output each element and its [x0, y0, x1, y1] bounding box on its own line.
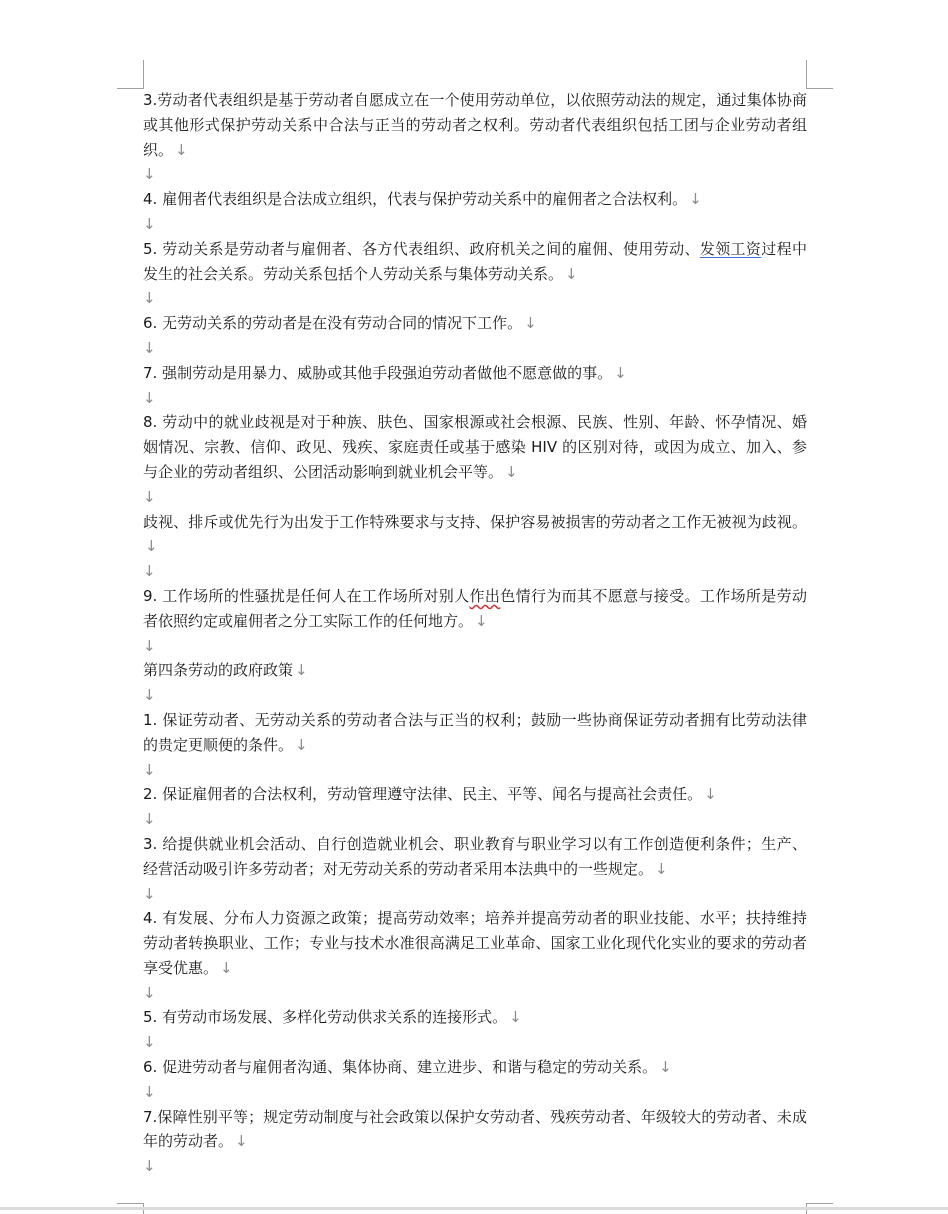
- spelling-underlined-text: 作出: [469, 586, 501, 605]
- empty-paragraph[interactable]: ↓: [143, 289, 156, 308]
- paragraph[interactable]: 2. 保证雇佣者的合法权利，劳动管理遵守法律、民主、平等、闻名与提高社会责任。 ↓: [143, 785, 717, 804]
- paragraph[interactable]: 9. 工作场所的性骚扰是任何人在工作场所对别人作出色情行为而其不愿意与接受。工作场所是劳动者依照约定或雇佣者之分工实际工作的任何地方。 ↓: [143, 586, 807, 630]
- paragraph[interactable]: 5. 劳动关系是劳动者与雇佣者、各方代表组织、政府机关之间的雇佣、使用劳动、发领工资过程中发生的社会关系。劳动关系包括个人劳动关系与集体劳动关系。 ↓: [143, 239, 807, 283]
- paragraph[interactable]: 6. 无劳动关系的劳动者是在没有劳动合同的情况下工作。 ↓: [143, 314, 537, 333]
- crop-mark-top-right: [806, 60, 833, 89]
- paragraph[interactable]: 8. 劳动中的就业歧视是对于种族、肤色、国家根源或社会根源、民族、性别、年龄、怀孕情况、婚姻情况、宗教、信仰、政见、残疾、家庭责任或基于感染 HIV 的区别对待，或因为成立、加入、参与企业的劳动者组织、公团活动影响到就业机会平等。 ↓: [143, 413, 807, 481]
- empty-paragraph[interactable]: ↓: [143, 487, 156, 506]
- empty-paragraph[interactable]: ↓: [143, 686, 156, 705]
- empty-paragraph[interactable]: ↓: [143, 388, 156, 407]
- empty-paragraph[interactable]: ↓: [143, 1082, 156, 1101]
- paragraph[interactable]: 4. 雇佣者代表组织是合法成立组织，代表与保护劳动关系中的雇佣者之合法权利。 ↓: [143, 190, 702, 209]
- empty-paragraph[interactable]: ↓: [143, 884, 156, 903]
- grammar-underlined-text: 发领工资: [699, 239, 762, 258]
- empty-paragraph[interactable]: ↓: [143, 760, 156, 779]
- empty-paragraph[interactable]: ↓: [143, 165, 156, 184]
- paragraph[interactable]: 歧视、排斥或优先行为出发于工作特殊要求与支持、保护容易被损害的劳动者之工作无被视为歧视。↓: [143, 512, 807, 556]
- empty-paragraph[interactable]: ↓: [143, 1157, 156, 1176]
- empty-paragraph[interactable]: ↓: [143, 1033, 156, 1052]
- empty-paragraph[interactable]: ↓: [143, 636, 156, 655]
- paragraph[interactable]: 7. 强制劳动是用暴力、威胁或其他手段强迫劳动者做他不愿意做的事。 ↓: [143, 363, 627, 382]
- document-body[interactable]: [143, 88, 807, 1179]
- paragraph[interactable]: 3. 给提供就业机会活动、自行创造就业机会、职业教育与职业学习以有工作创造便利条件；生产、经营活动吸引许多劳动者；对无劳动关系的劳动者采用本法典中的一些规定。 ↓: [143, 834, 807, 878]
- empty-paragraph[interactable]: ↓: [143, 214, 156, 233]
- paragraph[interactable]: 5. 有劳动市场发展、多样化劳动供求关系的连接形式。 ↓: [143, 1008, 522, 1027]
- empty-paragraph[interactable]: ↓: [143, 562, 156, 581]
- paragraph[interactable]: 7.保障性别平等；规定劳动制度与社会政策以保护女劳动者、残疾劳动者、年级较大的劳动者、未成年的劳动者。 ↓: [143, 1107, 807, 1151]
- empty-paragraph[interactable]: ↓: [143, 338, 156, 357]
- section-heading[interactable]: 第四条劳动的政府政策 ↓: [143, 661, 308, 680]
- empty-paragraph[interactable]: ↓: [143, 983, 156, 1002]
- paragraph[interactable]: 6. 促进劳动者与雇佣者沟通、集体协商、建立进步、和谐与稳定的劳动关系。 ↓: [143, 1058, 672, 1077]
- empty-paragraph[interactable]: ↓: [143, 810, 156, 829]
- paragraph[interactable]: 1. 保证劳动者、无劳动关系的劳动者合法与正当的权利；鼓励一些协商保证劳动者拥有比劳动法律的贵定更顺便的条件。 ↓: [143, 710, 807, 754]
- paragraph[interactable]: 3.劳动者代表组织是基于劳动者自愿成立在一个使用劳动单位，以依照劳动法的规定，通过集体协商或其他形式保护劳动关系中合法与正当的劳动者之权利。劳动者代表组织包括工团与企业劳动者组织。 ↓: [143, 91, 807, 159]
- paragraph[interactable]: 4. 有发展、分布人力资源之政策；提高劳动效率；培养并提高劳动者的职业技能、水平；扶持维持劳动者转换职业、工作；专业与技术水准很高满足工业革命、国家工业化现代化实业的要求的劳动者享受优惠。 ↓: [143, 909, 807, 977]
- crop-mark-top-left: [117, 60, 144, 89]
